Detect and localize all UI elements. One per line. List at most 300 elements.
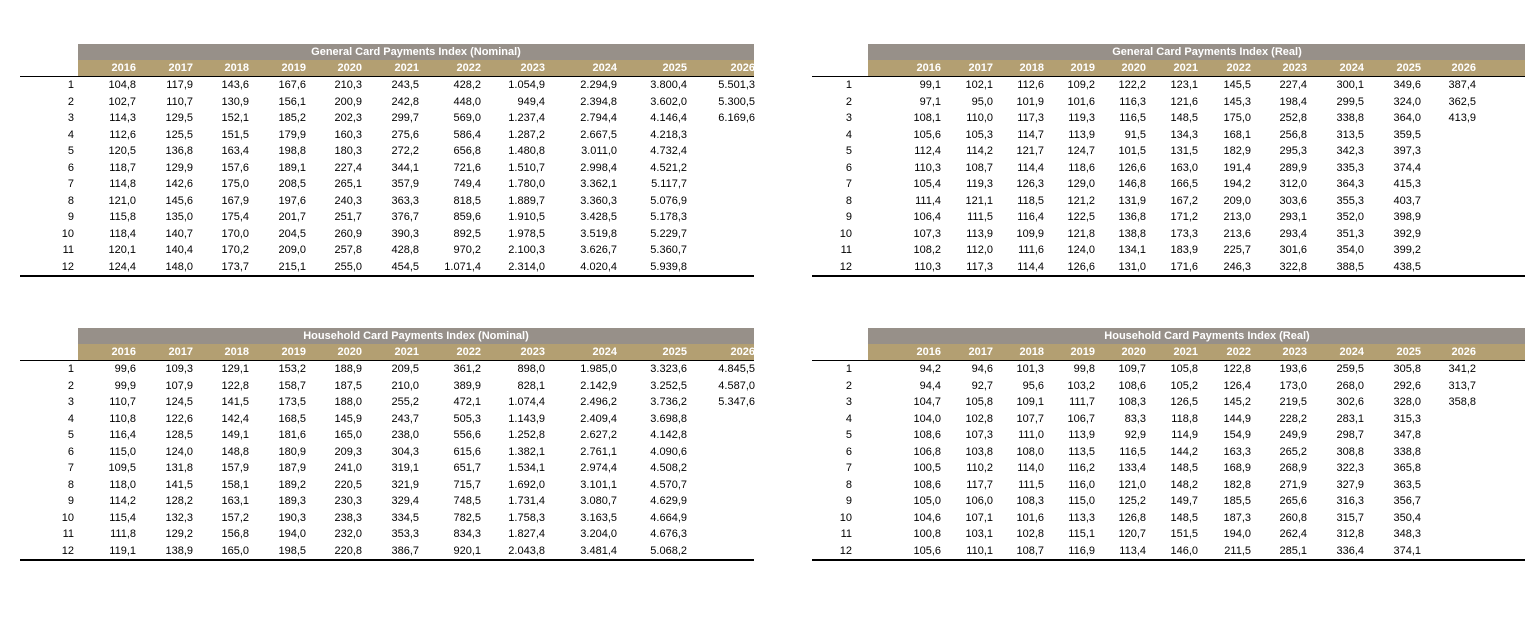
table-cell: 748,5 xyxy=(453,495,481,507)
row-label: 7 xyxy=(67,462,74,474)
table-cell: 121,0 xyxy=(1118,478,1146,491)
table-cell: 376,7 xyxy=(391,211,419,223)
year-header: 2021 xyxy=(1173,346,1198,358)
table-cell: 101,9 xyxy=(1016,95,1044,108)
table-row xyxy=(812,477,1525,493)
table-row xyxy=(20,176,754,192)
table-cell: 116,5 xyxy=(1119,445,1146,458)
table-cell: 363,3 xyxy=(391,194,419,207)
table-cell: 211,5 xyxy=(1224,544,1251,557)
table-cell: 110,2 xyxy=(966,462,993,474)
year-header: 2023 xyxy=(520,346,545,358)
table-row xyxy=(812,427,1525,443)
table-cell: 111,5 xyxy=(967,211,993,223)
table-cell: 193,6 xyxy=(1279,363,1307,375)
table-cell: 301,6 xyxy=(1279,244,1307,256)
table-cell: 131,0 xyxy=(1118,260,1146,273)
table-cell: 2.998,4 xyxy=(580,161,617,174)
table-cell: 181,6 xyxy=(278,429,306,441)
table-cell: 124,4 xyxy=(108,260,136,273)
table-cell: 92,9 xyxy=(1124,429,1146,441)
row-label: 6 xyxy=(67,445,74,458)
table-cell: 140,4 xyxy=(165,244,193,256)
table-cell: 103,8 xyxy=(965,445,993,458)
table-cell: 265,1 xyxy=(334,178,362,190)
table-cell: 292,6 xyxy=(1393,379,1421,392)
table-cell: 109,2 xyxy=(1067,79,1095,91)
table-cell: 102,8 xyxy=(965,412,993,425)
table-cell: 148,8 xyxy=(221,445,249,458)
table-cell: 4.146,4 xyxy=(650,112,687,124)
year-header: 2020 xyxy=(1121,62,1146,74)
table-cell: 112,0 xyxy=(966,244,993,256)
table-cell: 108,6 xyxy=(913,429,941,441)
table-cell: 114,0 xyxy=(1017,462,1044,474)
row-label: 10 xyxy=(61,227,74,240)
table-cell: 125,5 xyxy=(165,128,193,141)
table-cell: 109,9 xyxy=(1016,227,1044,240)
table-cell: 386,7 xyxy=(391,544,419,557)
year-header-row xyxy=(78,60,754,76)
table-row xyxy=(812,160,1525,176)
table-cell: 365,8 xyxy=(1393,462,1421,474)
table-cell: 3.519,8 xyxy=(580,227,617,240)
table-cell: 4.570,7 xyxy=(650,478,687,491)
table-cell: 153,2 xyxy=(278,363,306,375)
table-cell: 5.178,3 xyxy=(650,211,687,223)
table-cell: 108,3 xyxy=(1118,396,1146,408)
table-row xyxy=(812,543,1525,559)
row-label: 10 xyxy=(839,227,852,240)
table-cell: 117,9 xyxy=(166,79,193,91)
table-cell: 209,5 xyxy=(391,363,419,375)
table-row xyxy=(20,378,754,394)
table-cell: 175,0 xyxy=(1223,112,1251,124)
row-label: 3 xyxy=(67,396,74,408)
table-cell: 173,3 xyxy=(1170,227,1198,240)
table-cell: 390,3 xyxy=(391,227,419,240)
table-cell: 1.510,7 xyxy=(508,161,545,174)
table-cell: 312,8 xyxy=(1336,528,1364,540)
table-cell: 298,7 xyxy=(1336,429,1364,441)
table-cell: 108,2 xyxy=(913,244,941,256)
year-header: 2026 xyxy=(1451,346,1476,358)
table-cell: 213,0 xyxy=(1223,211,1251,223)
table-row xyxy=(20,493,754,509)
table-cell: 179,9 xyxy=(278,128,306,141)
table-cell: 213,6 xyxy=(1223,227,1251,240)
table-cell: 116,9 xyxy=(1068,544,1095,557)
table-cell: 114,2 xyxy=(109,495,136,507)
table-cell: 135,0 xyxy=(165,211,193,223)
table-cell: 316,3 xyxy=(1336,495,1364,507)
table-cell: 5.076,9 xyxy=(650,194,687,207)
table-cell: 190,3 xyxy=(278,511,306,524)
table-title: Household Card Payments Index (Real) xyxy=(868,328,1525,344)
table-cell: 232,0 xyxy=(334,528,362,540)
table-cell: 167,9 xyxy=(221,194,249,207)
table-row xyxy=(20,411,754,427)
table-cell: 448,0 xyxy=(453,95,481,108)
table-cell: 117,3 xyxy=(966,260,993,273)
row-label: 4 xyxy=(67,128,74,141)
table-cell: 117,7 xyxy=(966,478,993,491)
table-cell: 230,3 xyxy=(334,495,362,507)
table-cell: 171,2 xyxy=(1170,211,1198,223)
table-cell: 2.409,4 xyxy=(580,412,617,425)
table-cell: 105,8 xyxy=(1170,363,1198,375)
table-bottom-border xyxy=(20,559,754,561)
table-cell: 141,5 xyxy=(165,478,193,491)
row-label: 1 xyxy=(845,363,852,375)
row-label: 3 xyxy=(67,112,74,124)
table-cell: 119,1 xyxy=(109,544,136,557)
table-row xyxy=(812,510,1525,526)
table-cell: 271,9 xyxy=(1279,478,1307,491)
year-header: 2017 xyxy=(968,62,993,74)
table-cell: 4.664,9 xyxy=(650,511,687,524)
table-cell: 146,8 xyxy=(1118,178,1146,190)
table-cell: 100,8 xyxy=(913,528,941,540)
table-cell: 299,5 xyxy=(1336,95,1364,108)
table-cell: 257,8 xyxy=(334,244,362,256)
table-cell: 163,3 xyxy=(1223,445,1251,458)
table-cell: 128,5 xyxy=(165,429,193,441)
table-cell: 132,3 xyxy=(165,511,193,524)
table-cell: 182,9 xyxy=(1223,145,1251,157)
table-cell: 4.587,0 xyxy=(718,379,755,392)
table-cell: 131,8 xyxy=(165,462,193,474)
table-cell: 187,3 xyxy=(1223,511,1251,524)
table-cell: 321,9 xyxy=(391,478,419,491)
table-cell: 114,8 xyxy=(109,178,136,190)
table-cell: 6.169,6 xyxy=(718,112,755,124)
table-cell: 189,2 xyxy=(278,478,306,491)
table-cell: 388,5 xyxy=(1336,260,1364,273)
table-cell: 130,9 xyxy=(221,95,249,108)
table-cell: 188,0 xyxy=(334,396,362,408)
table-row xyxy=(20,394,754,410)
row-label: 2 xyxy=(845,95,852,108)
table-row xyxy=(812,127,1525,143)
table-cell: 413,9 xyxy=(1448,112,1476,124)
table-cell: 114,3 xyxy=(109,112,136,124)
year-header: 2018 xyxy=(1019,62,1044,74)
row-label: 8 xyxy=(845,194,852,207)
table-cell: 898,0 xyxy=(517,363,545,375)
table-cell: 208,5 xyxy=(278,178,306,190)
table-cell: 2.794,4 xyxy=(580,112,617,124)
table-cell: 356,7 xyxy=(1393,495,1421,507)
table-cell: 265,2 xyxy=(1279,445,1307,458)
table-cell: 113,5 xyxy=(1068,445,1095,458)
table-row xyxy=(20,209,754,225)
table-cell: 131,5 xyxy=(1170,145,1198,157)
table-cell: 300,1 xyxy=(1336,79,1364,91)
table-cell: 358,8 xyxy=(1448,396,1476,408)
table-cell: 354,0 xyxy=(1336,244,1364,256)
table-cell: 141,5 xyxy=(221,396,249,408)
table-cell: 364,0 xyxy=(1393,112,1421,124)
table-cell: 392,9 xyxy=(1393,227,1421,240)
table-cell: 403,7 xyxy=(1393,194,1421,207)
table-cell: 107,7 xyxy=(1016,412,1044,425)
table-cell: 569,0 xyxy=(453,112,481,124)
table-cell: 143,6 xyxy=(221,79,249,91)
table-cell: 148,0 xyxy=(165,260,193,273)
table-cell: 241,0 xyxy=(334,462,362,474)
year-header: 2026 xyxy=(1451,62,1476,74)
table-cell: 428,8 xyxy=(391,244,419,256)
table-cell: 338,8 xyxy=(1336,112,1364,124)
table-cell: 5.300,5 xyxy=(718,95,755,108)
table-cell: 228,2 xyxy=(1279,412,1307,425)
table-cell: 341,2 xyxy=(1448,363,1476,375)
table-cell: 344,1 xyxy=(391,161,419,174)
table-cell: 145,3 xyxy=(1223,95,1251,108)
table-cell: 215,1 xyxy=(278,260,306,273)
table-cell: 101,5 xyxy=(1118,145,1146,157)
table-cell: 262,4 xyxy=(1279,528,1307,540)
table-cell: 110,3 xyxy=(914,161,941,174)
table-cell: 124,0 xyxy=(165,445,193,458)
table-cell: 148,5 xyxy=(1170,112,1198,124)
table-cell: 120,1 xyxy=(108,244,136,256)
table-cell: 109,5 xyxy=(108,462,136,474)
table-row xyxy=(812,226,1525,242)
table-cell: 220,5 xyxy=(334,478,362,491)
table-cell: 108,7 xyxy=(965,161,993,174)
table-cell: 94,6 xyxy=(971,363,993,375)
table-cell: 348,3 xyxy=(1393,528,1421,540)
table-cell: 121,1 xyxy=(965,194,993,207)
table-cell: 289,9 xyxy=(1279,161,1307,174)
row-label: 12 xyxy=(61,260,74,273)
table-cell: 114,9 xyxy=(1171,429,1198,441)
table-row xyxy=(812,242,1525,258)
table-cell: 183,9 xyxy=(1170,244,1198,256)
table-cell: 83,3 xyxy=(1124,412,1146,425)
row-label: 5 xyxy=(67,145,74,157)
year-header: 2022 xyxy=(456,62,481,74)
table-cell: 329,4 xyxy=(391,495,419,507)
table-cell: 265,6 xyxy=(1279,495,1307,507)
table-title: Household Card Payments Index (Nominal) xyxy=(78,328,754,344)
table-cell: 4.020,4 xyxy=(580,260,617,273)
table-cell: 715,7 xyxy=(453,478,481,491)
table-cell: 285,1 xyxy=(1279,544,1307,557)
table-title: General Card Payments Index (Real) xyxy=(868,44,1525,60)
year-header: 2022 xyxy=(1226,62,1251,74)
table-cell: 364,3 xyxy=(1336,178,1364,190)
table-cell: 109,3 xyxy=(165,363,193,375)
table-cell: 173,0 xyxy=(1279,379,1307,392)
table-cell: 187,9 xyxy=(278,462,306,474)
table-cell: 173,5 xyxy=(278,396,306,408)
table-cell: 834,3 xyxy=(453,528,481,540)
table-cell: 121,8 xyxy=(1067,227,1095,240)
table-cell: 95,6 xyxy=(1022,379,1044,392)
table-row xyxy=(20,444,754,460)
table-cell: 3.252,5 xyxy=(650,379,687,392)
table-cell: 113,4 xyxy=(1119,544,1146,557)
table-cell: 175,0 xyxy=(221,178,249,190)
table-cell: 115,1 xyxy=(1068,528,1095,540)
table-cell: 283,1 xyxy=(1336,412,1364,425)
table-cell: 4.676,3 xyxy=(650,528,687,540)
table-cell: 118,4 xyxy=(109,227,136,240)
table-cell: 145,2 xyxy=(1223,396,1251,408)
table-cell: 103,1 xyxy=(965,528,993,540)
table-row xyxy=(812,460,1525,476)
table-cell: 374,4 xyxy=(1393,161,1421,174)
table-cell: 859,6 xyxy=(453,211,481,223)
table-cell: 133,4 xyxy=(1118,462,1146,474)
table-cell: 749,4 xyxy=(453,178,481,190)
table-cell: 255,2 xyxy=(391,396,419,408)
table-cell: 129,1 xyxy=(221,363,249,375)
table-cell: 116,5 xyxy=(1119,112,1146,124)
table-cell: 120,7 xyxy=(1118,528,1146,540)
table-cell: 115,8 xyxy=(109,211,136,223)
table-cell: 102,7 xyxy=(108,95,136,108)
table-cell: 322,3 xyxy=(1336,462,1364,474)
table-row xyxy=(812,394,1525,410)
table-cell: 194,0 xyxy=(278,528,306,540)
table-cell: 219,5 xyxy=(1279,396,1307,408)
table-cell: 4.508,2 xyxy=(650,462,687,474)
table-cell: 1.534,1 xyxy=(508,462,545,474)
table-cell: 123,1 xyxy=(1170,79,1198,91)
year-header: 2025 xyxy=(662,62,687,74)
table-row xyxy=(20,242,754,258)
year-header: 2021 xyxy=(1173,62,1198,74)
table-cell: 3.602,0 xyxy=(650,95,687,108)
table-row xyxy=(20,526,754,542)
table-cell: 2.394,8 xyxy=(580,95,617,108)
table-cell: 1.382,1 xyxy=(508,445,545,458)
table-cell: 349,6 xyxy=(1393,79,1421,91)
table-cell: 1.237,4 xyxy=(508,112,545,124)
table-cell: 225,7 xyxy=(1223,244,1251,256)
table-row xyxy=(812,176,1525,192)
table-cell: 2.974,4 xyxy=(580,462,617,474)
table-row xyxy=(812,209,1525,225)
table-cell: 145,9 xyxy=(334,412,362,425)
table-cell: 175,4 xyxy=(221,211,249,223)
table-row xyxy=(812,259,1525,275)
table-cell: 1.692,0 xyxy=(508,478,545,491)
table-cell: 187,5 xyxy=(334,379,362,392)
table-cell: 209,0 xyxy=(278,244,306,256)
table-cell: 721,6 xyxy=(453,161,481,174)
row-label: 1 xyxy=(67,363,74,375)
year-header: 2017 xyxy=(168,62,193,74)
table-cell: 256,8 xyxy=(1279,128,1307,141)
table-cell: 171,6 xyxy=(1170,260,1198,273)
table-cell: 351,3 xyxy=(1336,227,1364,240)
table-cell: 134,1 xyxy=(1118,244,1146,256)
table-cell: 114,4 xyxy=(1017,260,1044,273)
table-cell: 121,2 xyxy=(1067,194,1095,207)
table-cell: 95,0 xyxy=(971,95,993,108)
table-cell: 198,8 xyxy=(278,145,306,157)
table-cell: 315,7 xyxy=(1336,511,1364,524)
table-cell: 112,6 xyxy=(109,128,136,141)
table-row xyxy=(20,94,754,110)
table-row xyxy=(20,193,754,209)
table-cell: 121,6 xyxy=(1170,95,1198,108)
year-header: 2023 xyxy=(1282,346,1307,358)
table-cell: 144,2 xyxy=(1170,445,1198,458)
year-header: 2022 xyxy=(1226,346,1251,358)
row-label: 12 xyxy=(61,544,74,557)
table-cell: 100,5 xyxy=(913,462,941,474)
table-cell: 149,7 xyxy=(1170,495,1198,507)
table-cell: 112,4 xyxy=(914,145,941,157)
table-cell: 148,5 xyxy=(1170,511,1198,524)
table-row xyxy=(20,477,754,493)
row-label: 8 xyxy=(845,478,852,491)
year-header: 2020 xyxy=(337,346,362,358)
table-cell: 110,0 xyxy=(966,112,993,124)
table-cell: 1.071,4 xyxy=(444,260,481,273)
table-cell: 180,3 xyxy=(334,145,362,157)
table-cell: 387,4 xyxy=(1448,79,1476,91)
table-cell: 2.667,5 xyxy=(580,128,617,141)
table-cell: 656,8 xyxy=(453,145,481,157)
year-header: 2018 xyxy=(224,346,249,358)
table-cell: 5.068,2 xyxy=(650,544,687,557)
table-cell: 122,5 xyxy=(1067,211,1095,223)
row-label: 5 xyxy=(67,429,74,441)
table-cell: 108,3 xyxy=(1016,495,1044,507)
table-cell: 4.521,2 xyxy=(650,161,687,174)
table-cell: 129,0 xyxy=(1067,178,1095,190)
year-header: 2020 xyxy=(337,62,362,74)
table-cell: 828,1 xyxy=(517,379,545,392)
table-cell: 104,8 xyxy=(108,79,136,91)
table-cell: 3.204,0 xyxy=(580,528,617,540)
table-row xyxy=(812,411,1525,427)
table-cell: 167,6 xyxy=(278,79,306,91)
table-row xyxy=(20,543,754,559)
table-cell: 119,3 xyxy=(1068,112,1095,124)
row-label: 9 xyxy=(845,495,852,507)
table-cell: 102,1 xyxy=(965,79,993,91)
table-cell: 126,6 xyxy=(1118,161,1146,174)
row-label: 5 xyxy=(845,429,852,441)
table-cell: 128,2 xyxy=(165,495,193,507)
table-cell: 428,2 xyxy=(453,79,481,91)
table-cell: 105,6 xyxy=(913,128,941,141)
table-cell: 259,5 xyxy=(1336,363,1364,375)
table-cell: 113,9 xyxy=(966,227,993,240)
table-cell: 415,3 xyxy=(1393,178,1421,190)
row-label: 12 xyxy=(839,544,852,557)
table-cell: 173,7 xyxy=(221,260,249,273)
table-cell: 140,7 xyxy=(165,227,193,240)
table-cell: 210,0 xyxy=(391,379,419,392)
table-bottom-border xyxy=(812,559,1525,561)
table-cell: 202,3 xyxy=(334,112,362,124)
table-cell: 109,7 xyxy=(1118,363,1146,375)
row-label: 2 xyxy=(845,379,852,392)
table-cell: 312,0 xyxy=(1279,178,1307,190)
table-cell: 4.845,5 xyxy=(718,363,755,375)
row-label: 1 xyxy=(67,79,74,91)
table-cell: 556,6 xyxy=(453,429,481,441)
